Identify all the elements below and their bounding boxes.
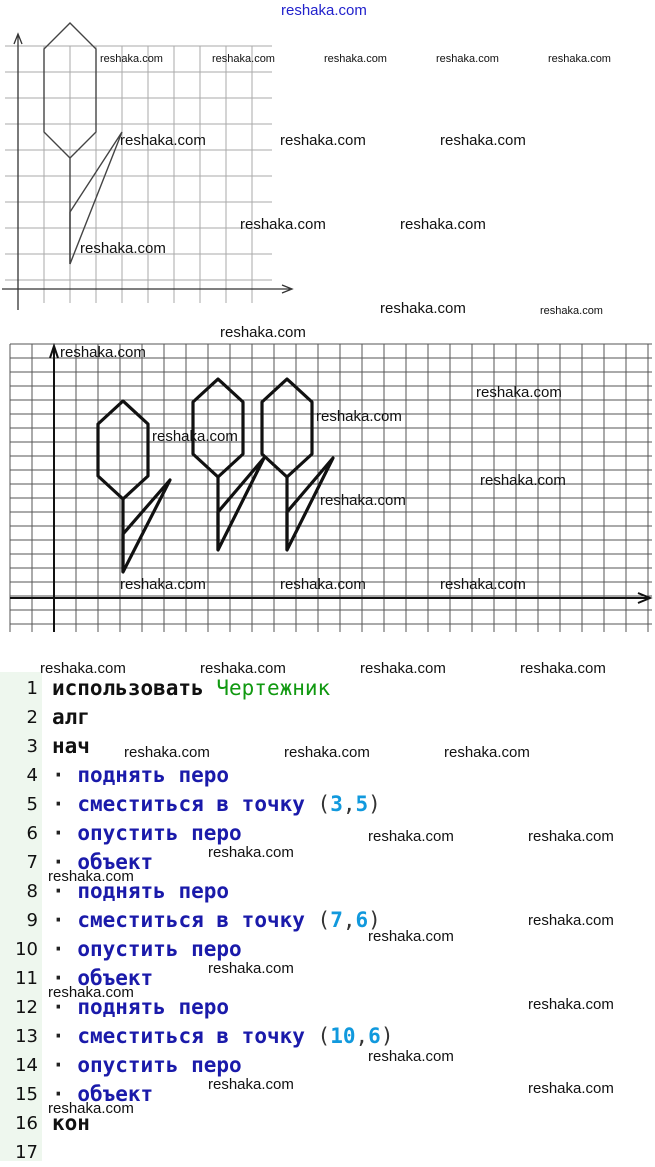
watermark: reshaka.com — [120, 576, 206, 593]
code-line[interactable]: 2 алг — [26, 705, 90, 729]
watermark: reshaka.com — [120, 132, 206, 149]
code-line[interactable]: 8 · поднять перо — [26, 879, 230, 903]
code-line[interactable]: 7 · объект — [26, 850, 154, 874]
code-line[interactable]: 4 · поднять перо — [26, 763, 230, 787]
watermark: reshaka.com — [520, 660, 606, 677]
watermark: reshaka.com — [324, 53, 387, 65]
watermark: reshaka.com — [528, 996, 614, 1013]
watermark: reshaka.com — [528, 828, 614, 845]
watermark: reshaka.com — [208, 1076, 294, 1093]
watermark: reshaka.com — [100, 53, 163, 65]
watermark: reshaka.com — [436, 53, 499, 65]
watermark: reshaka.com — [280, 576, 366, 593]
code-line[interactable]: 6 · опустить перо — [26, 821, 242, 845]
code-line[interactable]: 3 нач — [26, 734, 90, 758]
watermark: reshaka.com — [440, 576, 526, 593]
watermark: reshaka.com — [368, 928, 454, 945]
watermark: reshaka.com — [284, 744, 370, 761]
site-header[interactable]: reshaka.com — [281, 2, 367, 19]
watermark: reshaka.com — [280, 132, 366, 149]
code-line[interactable]: 12 · поднять перо — [15, 995, 230, 1019]
grid-lines — [5, 46, 272, 303]
code-line[interactable]: 15 · объект — [15, 1082, 154, 1106]
watermark: reshaka.com — [548, 53, 611, 65]
watermark: reshaka.com — [368, 828, 454, 845]
watermark: reshaka.com — [48, 984, 134, 1001]
flowers — [98, 379, 333, 572]
watermark: reshaka.com — [320, 492, 406, 509]
code-line[interactable]: 13 · сместиться в точку (10,6) — [15, 1024, 394, 1048]
watermark: reshaka.com — [208, 960, 294, 977]
code-line[interactable]: 1 использовать Чертежник — [26, 676, 331, 700]
watermark: reshaka.com — [528, 1080, 614, 1097]
code-line[interactable]: 14 · опустить перо — [15, 1053, 242, 1077]
watermark: reshaka.com — [480, 472, 566, 489]
watermark: reshaka.com — [200, 660, 286, 677]
watermark: reshaka.com — [60, 344, 146, 361]
watermark: reshaka.com — [444, 744, 530, 761]
code-line[interactable]: 17 — [15, 1142, 38, 1163]
watermark: reshaka.com — [540, 305, 603, 317]
code-line[interactable]: 10 · опустить перо — [15, 937, 242, 961]
watermark: reshaka.com — [476, 384, 562, 401]
watermark: reshaka.com — [40, 660, 126, 677]
watermark: reshaka.com — [360, 660, 446, 677]
watermark: reshaka.com — [48, 1100, 134, 1117]
code-line[interactable]: 5 · сместиться в точку (3,5) — [26, 792, 381, 816]
watermark: reshaka.com — [440, 132, 526, 149]
code-line[interactable]: 16 кон — [15, 1111, 90, 1135]
watermark: reshaka.com — [316, 408, 402, 425]
watermark: reshaka.com — [80, 240, 166, 257]
code-line[interactable]: 11 · объект — [15, 966, 154, 990]
watermark: reshaka.com — [220, 324, 306, 341]
axes — [2, 34, 292, 310]
watermark: reshaka.com — [380, 300, 466, 317]
watermark: reshaka.com — [208, 844, 294, 861]
watermark: reshaka.com — [528, 912, 614, 929]
watermark: reshaka.com — [212, 53, 275, 65]
watermark: reshaka.com — [124, 744, 210, 761]
watermark: reshaka.com — [152, 428, 238, 445]
watermark: reshaka.com — [48, 868, 134, 885]
watermark: reshaka.com — [368, 1048, 454, 1065]
code-line[interactable]: 9 · сместиться в точку (7,6) — [26, 908, 381, 932]
watermark: reshaka.com — [400, 216, 486, 233]
watermark: reshaka.com — [240, 216, 326, 233]
